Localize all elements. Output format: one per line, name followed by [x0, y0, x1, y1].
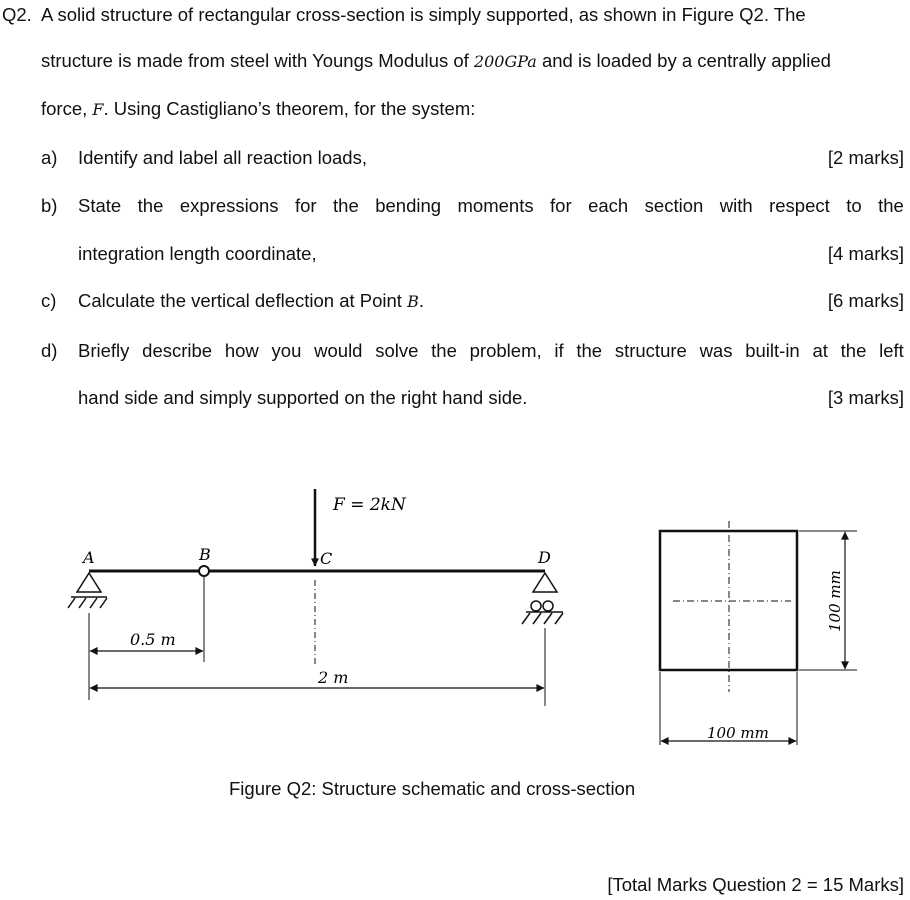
part-a-label: a) [41, 147, 58, 168]
part-c-label: c) [41, 290, 57, 311]
roller-support-d [522, 573, 563, 624]
dimension-ab-label: 0.5 m [130, 630, 176, 649]
part-a-text: Identify and label all reaction loads, [78, 147, 367, 168]
dimension-ad-label: 2 m [318, 668, 349, 687]
part-d-label: d) [41, 340, 58, 361]
part-a-marks: [2 marks] [827, 147, 904, 168]
point-a-label: A [83, 548, 95, 567]
section-height-label: 100 mm [826, 570, 844, 632]
part-c-text: Calculate the vertical deflection at Point B. [78, 290, 424, 311]
part-b-marks: [4 marks] [827, 243, 904, 264]
question-number: Q2. [2, 4, 32, 25]
point-d-label: D [538, 548, 551, 567]
total-marks: [Total Marks Question 2 = 15 Marks] [607, 874, 904, 895]
pin-support-a [68, 573, 107, 608]
youngs-modulus-value: 200GPa [473, 52, 537, 71]
part-c-marks: [6 marks] [827, 290, 904, 311]
point-b-label: B [199, 545, 211, 564]
force-symbol: F [92, 100, 104, 119]
point-b-symbol: B [407, 292, 419, 311]
point-c-label: C [320, 549, 333, 568]
load-label: F = 2kN [333, 495, 406, 515]
question-intro-line-3: force, F. Using Castigliano’s theorem, for the system: [41, 98, 476, 119]
cross-section [660, 531, 797, 670]
part-d-line-2: hand side and simply supported on the right hand side. [78, 387, 528, 408]
part-b-label: b) [41, 195, 58, 216]
part-d-line-1: Briefly describe how you would solve the problem, if the structure was built-in at the left [78, 340, 904, 361]
part-b-line-1: State the expressions for the bending moments for each section with respect to the [78, 195, 904, 216]
figure-caption: Figure Q2: Structure schematic and cross-section [229, 778, 636, 799]
question-intro-line-1: A solid structure of rectangular cross-section is simply supported, as shown in Figure Q2. The [41, 4, 806, 25]
section-width-label: 100 mm [707, 724, 769, 742]
point-b-marker [199, 566, 209, 576]
question-intro-line-2: structure is made from steel with Youngs Modulus of 200GPa and is loaded by a centrally applied [41, 50, 831, 71]
part-d-marks: [3 marks] [827, 387, 904, 408]
part-b-line-2: integration length coordinate, [78, 243, 317, 264]
